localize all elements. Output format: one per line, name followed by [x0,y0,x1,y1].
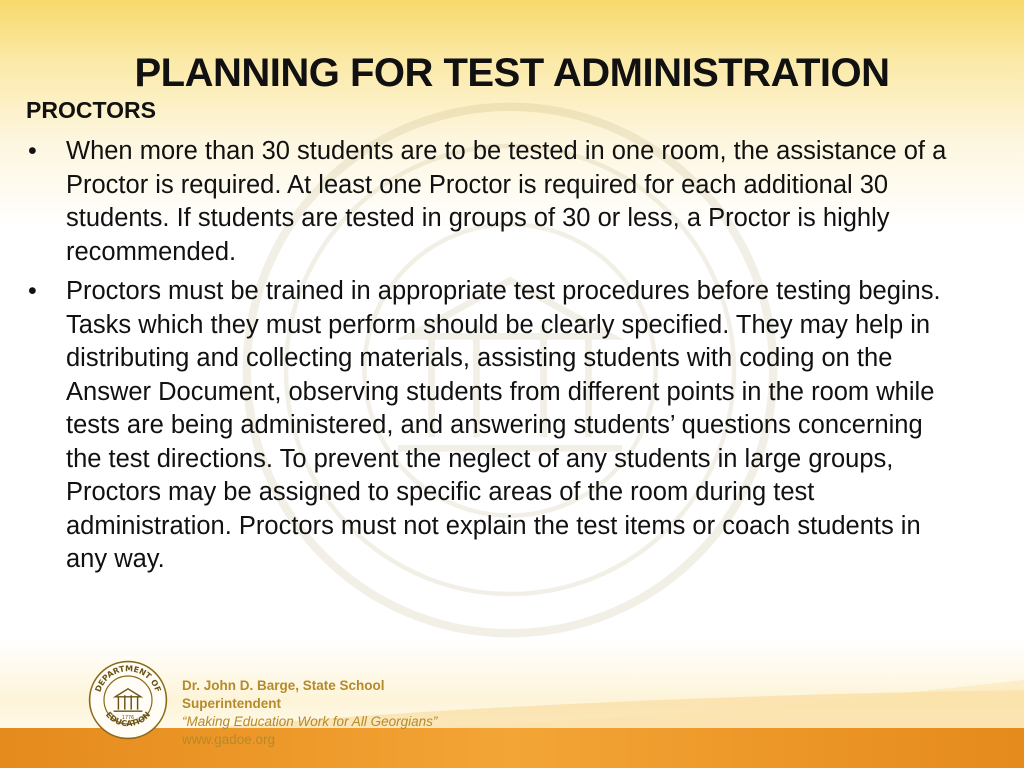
footer-name-line2: Superintendent [182,696,282,711]
bullet-list [26,135,956,583]
footer-website-link[interactable]: www.gadoe.org [182,732,276,747]
slide-title: PLANNING FOR TEST ADMINISTRATION [134,50,890,95]
bullet-text: When more than 30 students are to be tested in one room, the assistance of a Proctor is required. At least one Proctor is required for each additional 30 students. If students are tested in groups of 30 or less, a Proctor is highly recommended. [66,137,947,266]
bullet-marker: • [28,277,37,305]
bullet-marker: • [28,137,37,165]
seal-top-text: DEPARTMENT OF [93,664,163,694]
seal-bottom-text: EDUCATION [103,710,153,729]
seal-year: 1776 [121,716,135,722]
bullet-item [26,135,956,269]
bullet-item [26,275,956,577]
department-seal [88,660,168,740]
section-heading: PROCTORS [26,97,156,123]
bullet-text: Proctors must be trained in appropriate test procedures before testing begins. Tasks which they must perform should be clearly specified. They may help in distributing and collecting materials, assisting students with coding on the Answer Document, observing students from different points in the room while tests are being administered, and answering students’ questions concerning the test directions. To prevent the neglect of any students in large groups, Proctors may be assigned to specific areas of the room during test administration. Proctors must not explain the test items or coach students in any way. [66,277,941,573]
footer-credits [182,677,437,749]
footer-name-line1: Dr. John D. Barge, State School [182,678,385,693]
footer-tagline: “Making Education Work for All Georgians” [182,714,438,729]
